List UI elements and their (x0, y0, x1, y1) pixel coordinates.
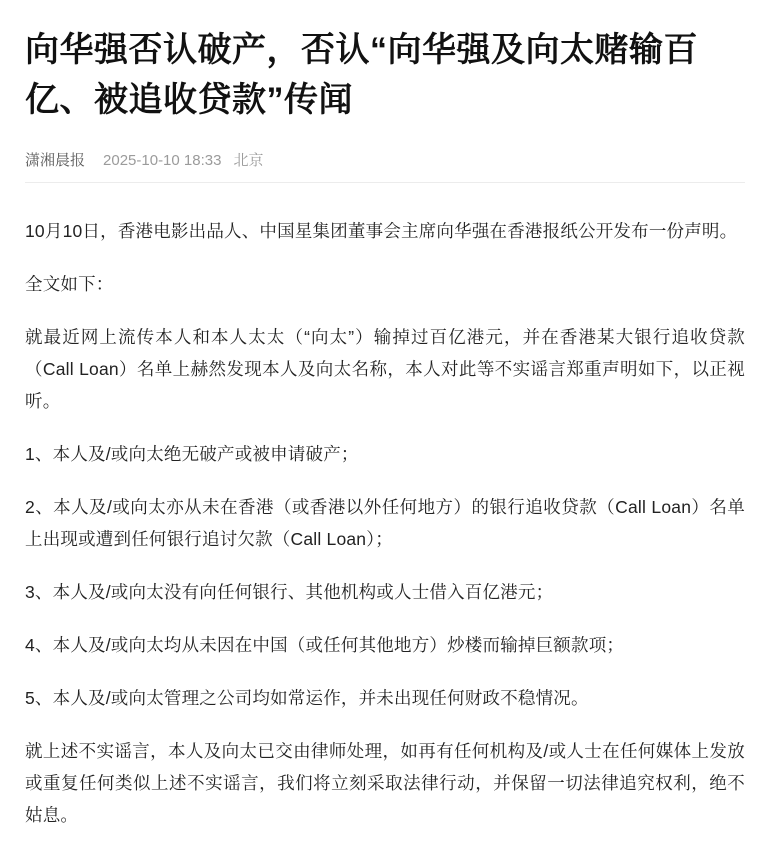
article-paragraph: 1、本人及/或向太绝无破产或被申请破产； (25, 443, 359, 464)
article-paragraph: 3、本人及/或向太没有向任何银行、其他机构或人士借入百亿港元； (25, 581, 554, 602)
meta-divider (25, 182, 745, 183)
article-meta (25, 153, 745, 168)
source-name: 潇湘晨报 (25, 151, 86, 169)
article-paragraph: 全文如下： (25, 273, 114, 294)
article-paragraph: 就上述不实谣言，本人及向太已交由律师处理，如再有任何机构及/或人士在任何媒体上发放或重复任何类似上述不实谣言，我们将立刻采取法律行动，并保留一切法律追究权利，绝不姑息。 (25, 740, 745, 825)
article-paragraph: 5、本人及/或向太管理之公司均如常运作，并未出现任何财政不稳情况。 (25, 687, 589, 708)
publish-location: 北京 (233, 151, 264, 169)
article-title: 向华强否认破产，否认“向华强及向太赌输百亿、被追收贷款”传闻 (25, 31, 698, 119)
article-paragraph: 4、本人及/或向太均从未因在中国（或任何其他地方）炒楼而输掉巨额款项； (25, 634, 625, 655)
publish-datetime: 2025-10-10 18:33 (103, 151, 222, 169)
article-paragraph: 2、本人及/或向太亦从未在香港（或香港以外任何地方）的银行追收贷款（Call Loan）名单上出现或遭到任何银行追讨欠款（Call Loan）； (25, 496, 745, 549)
article-paragraph: 10月10日，香港电影出品人、中国星集团董事会主席向华强在香港报纸公开发布一份声明。 (25, 220, 738, 241)
article-paragraph: 就最近网上流传本人和本人太太（“向太”）输掉过百亿港元，并在香港某大银行追收贷款（Call Loan）名单上赫然发现本人及向太名称，本人对此等不实谣言郑重声明如下，以正视听。 (25, 326, 745, 411)
article-body (25, 215, 745, 831)
